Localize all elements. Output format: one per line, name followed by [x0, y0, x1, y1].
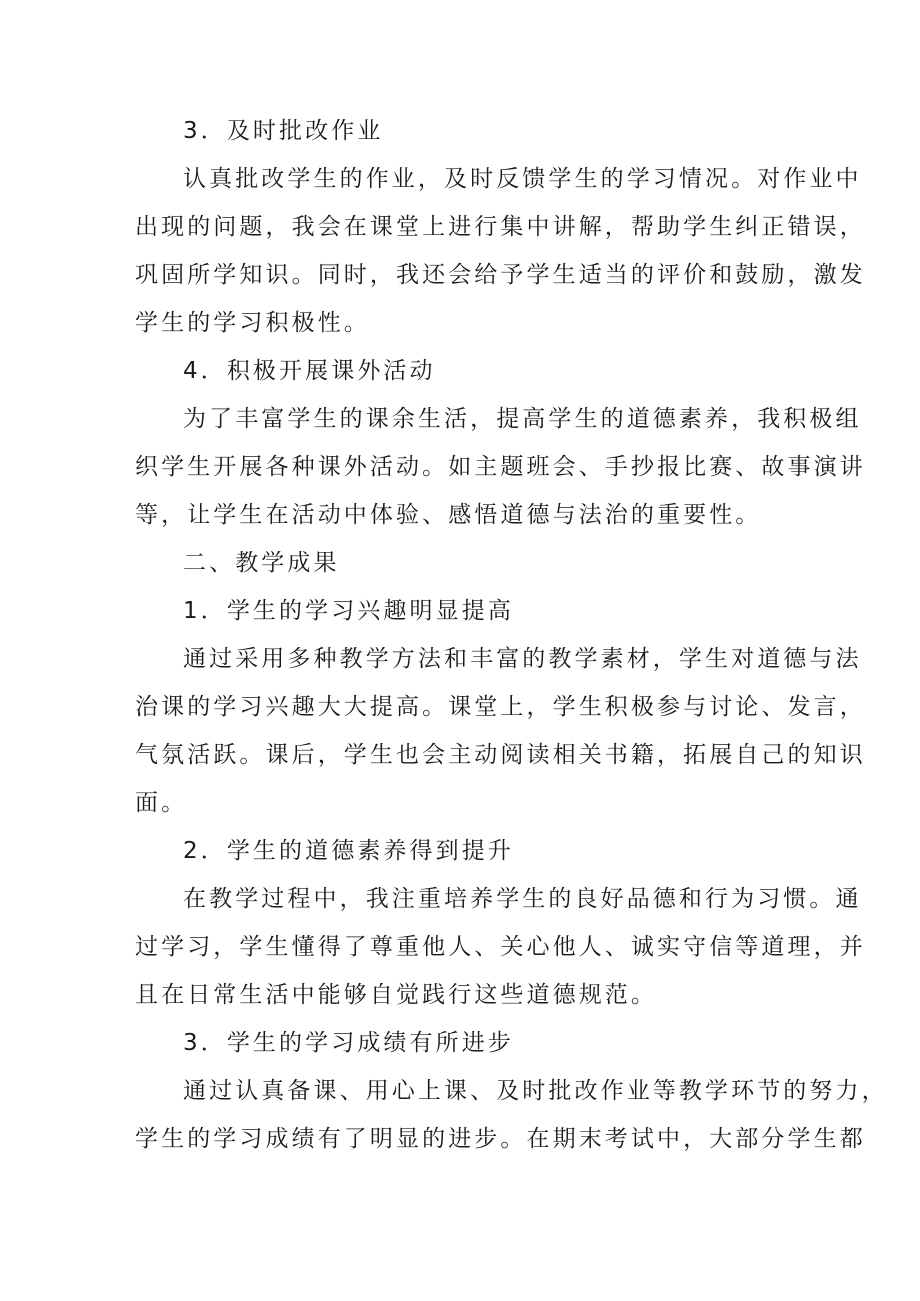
paragraph-line: 且在日常生活中能够自觉践行这些道德规范。: [135, 982, 657, 1008]
paragraph-line: 认真批改学生的作业，及时反馈学生的学习情况。对作业中: [183, 166, 862, 192]
paragraph-line: 为了丰富学生的课余生活，提高学生的道德素养，我积极组: [183, 406, 862, 432]
paragraph-line: 气氛活跃。课后，学生也会主动阅读相关书籍，拓展自己的知识: [135, 742, 866, 768]
paragraph-line: 过学习，学生懂得了尊重他人、关心他人、诚实守信等道理，并: [135, 934, 866, 960]
paragraph-line: 等，让学生在活动中体验、感悟道德与法治的重要性。: [135, 502, 762, 528]
paragraph-line: 治课的学习兴趣大大提高。课堂上，学生积极参与讨论、发言，: [135, 694, 866, 720]
heading-3-grades-progress: 3．学生的学习成绩有所进步: [183, 1030, 514, 1056]
paragraph-line: 巩固所学知识。同时，我还会给予学生适当的评价和鼓励，激发: [135, 262, 866, 288]
paragraph-line: 织学生开展各种课外活动。如主题班会、手抄报比赛、故事演讲: [135, 454, 866, 480]
paragraph-line: 在教学过程中，我注重培养学生的良好品德和行为习惯。通: [183, 886, 862, 912]
section-heading-teaching-results: 二、教学成果: [183, 550, 340, 576]
paragraph-line: 面。: [135, 790, 188, 816]
paragraph-line: 学生的学习积极性。: [135, 310, 370, 336]
heading-3-grade-homework: 3．及时批改作业: [183, 118, 384, 144]
heading-1-interest: 1．学生的学习兴趣明显提高: [183, 598, 514, 624]
paragraph-line: 通过认真备课、用心上课、及时批改作业等教学环节的努力，: [183, 1078, 888, 1104]
paragraph-line: 出现的问题，我会在课堂上进行集中讲解，帮助学生纠正错误，: [135, 214, 866, 240]
heading-4-extracurricular: 4．积极开展课外活动: [183, 358, 436, 384]
paragraph-line: 通过采用多种教学方法和丰富的教学素材，学生对道德与法: [183, 646, 862, 672]
paragraph-line: 学生的学习成绩有了明显的进步。在期末考试中，大部分学生都: [135, 1126, 866, 1152]
heading-2-moral-literacy: 2．学生的道德素养得到提升: [183, 838, 514, 864]
